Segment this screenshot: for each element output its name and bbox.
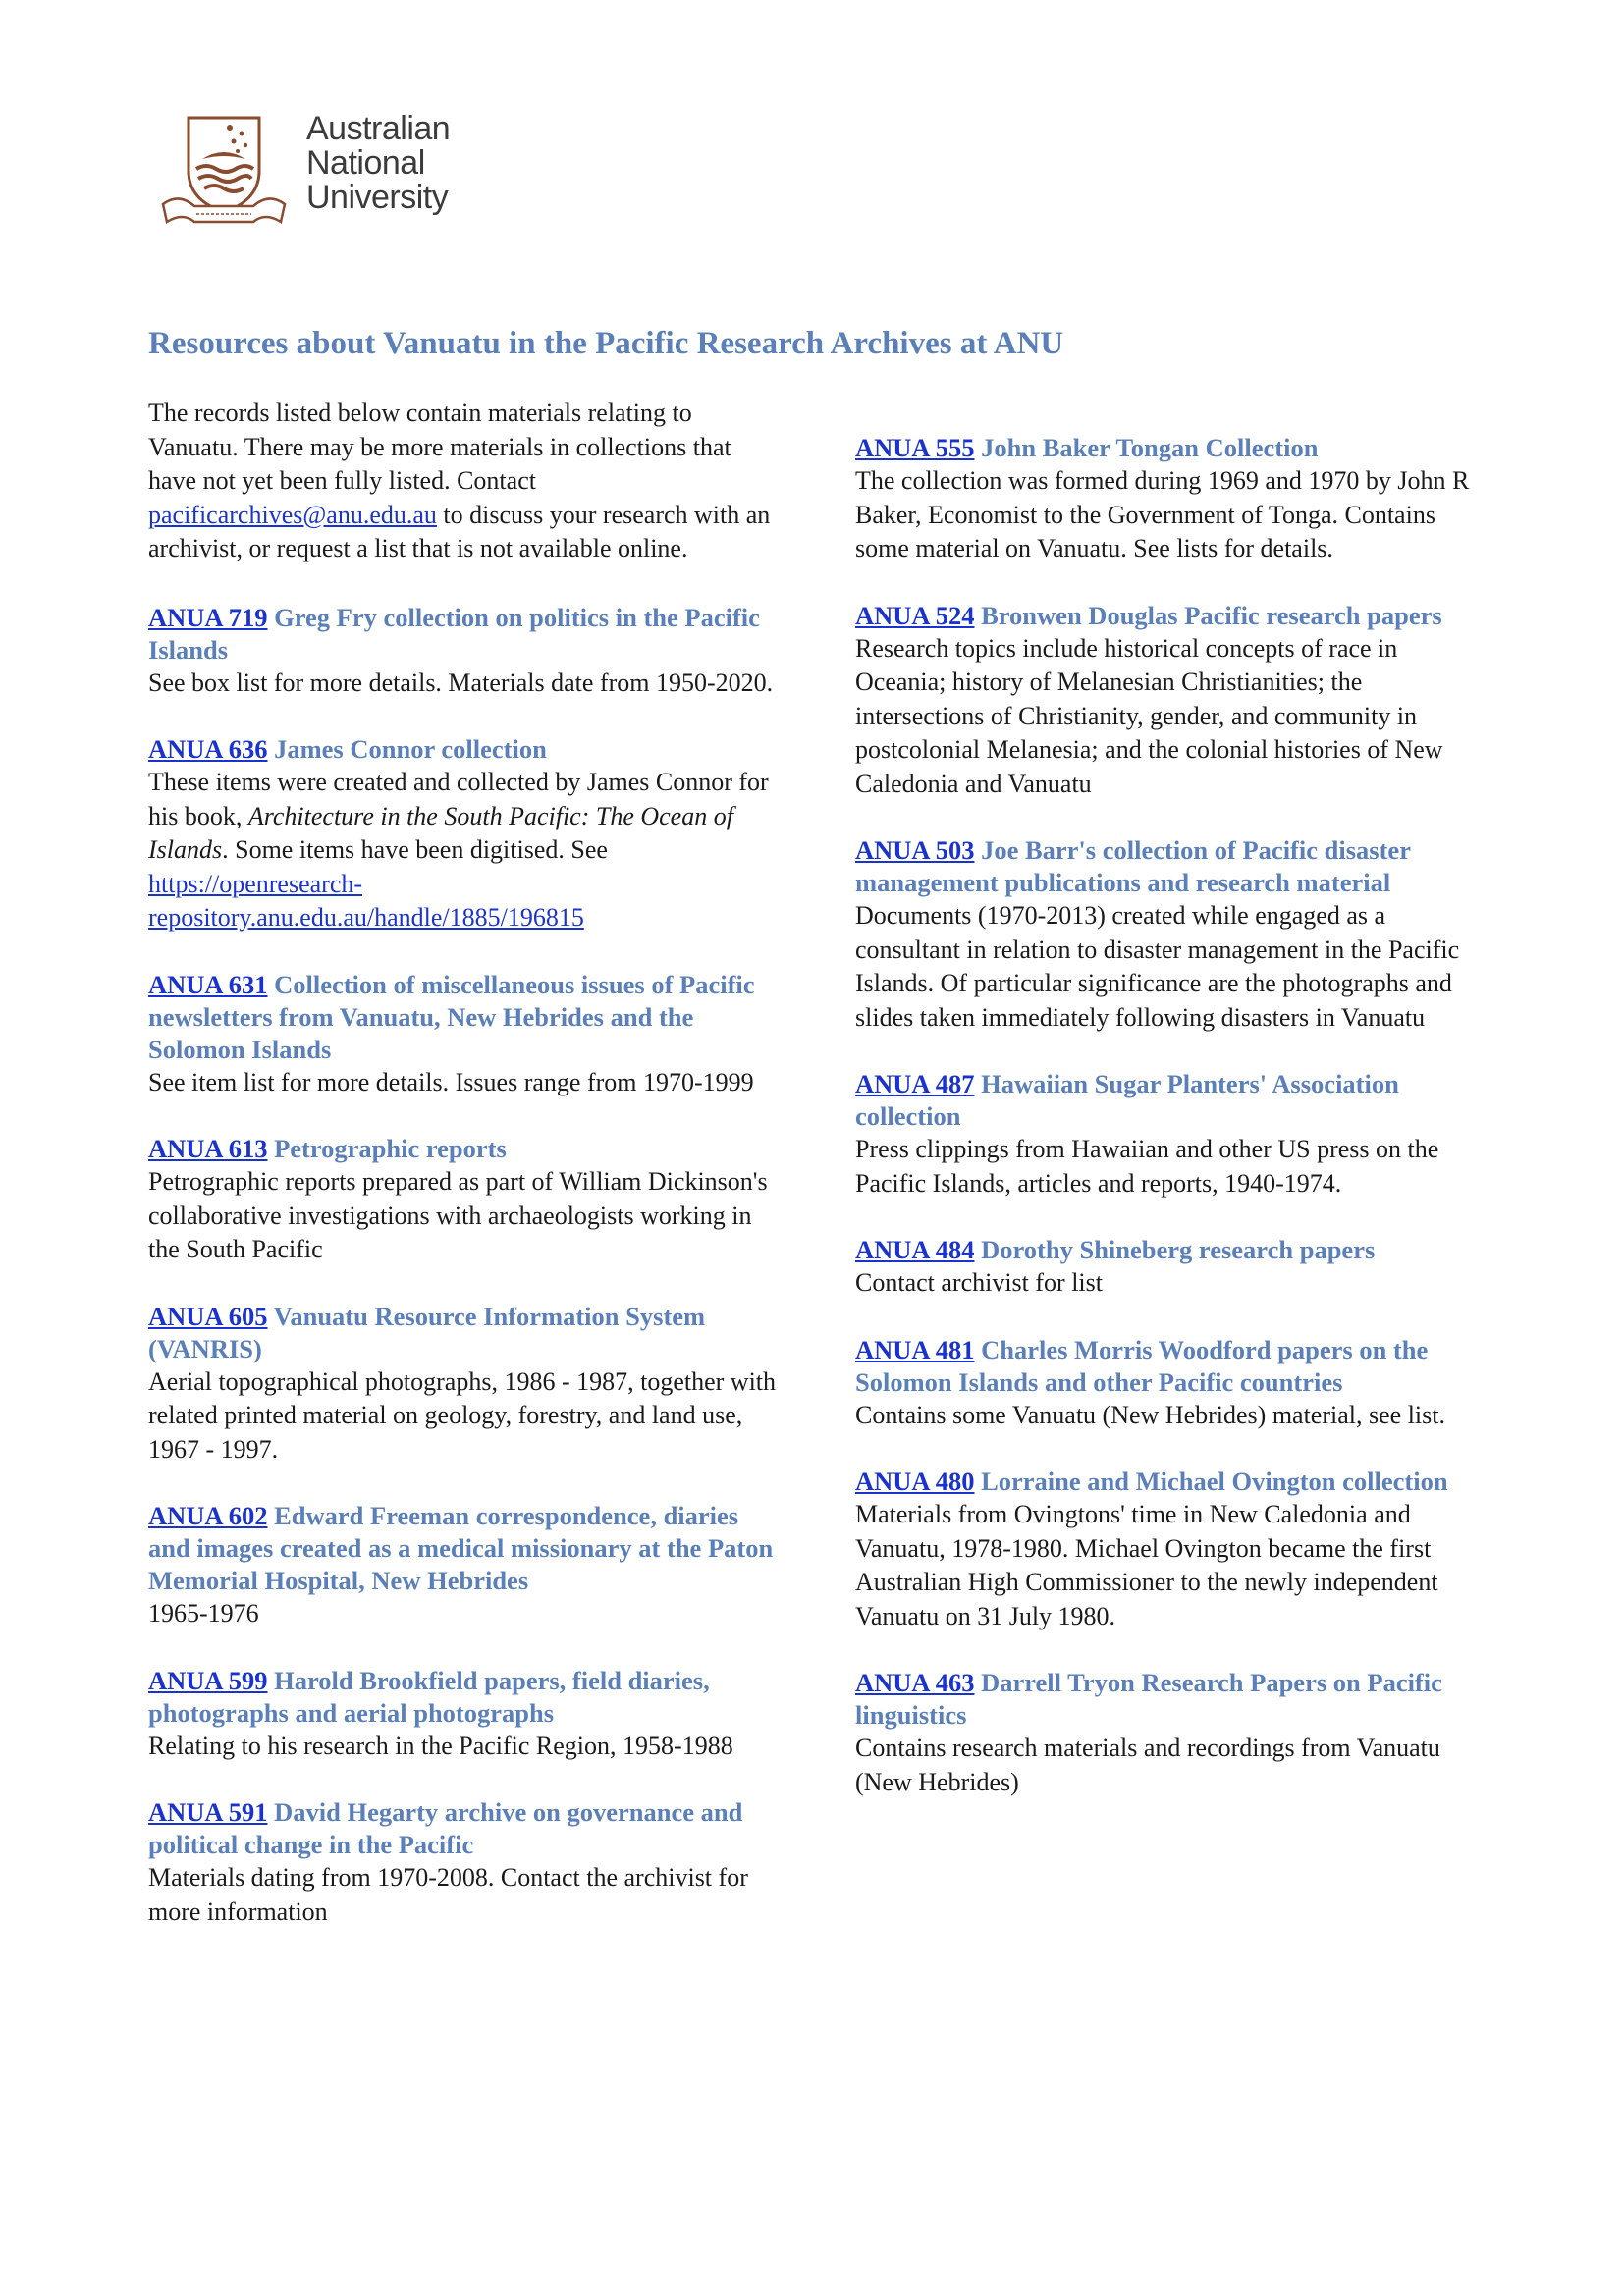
collection-code-link[interactable]: ANUA 719 (148, 602, 268, 632)
collection-title: Greg Fry collection on politics in the Pacific Islands (148, 602, 760, 665)
collection-title: John Baker Tongan Collection (981, 433, 1319, 462)
collection-code-link[interactable]: ANUA 524 (855, 600, 975, 630)
intro-text-before: The records listed below contain materials relating to Vanuatu. There may be more materials in collections that have not yet been fully listed. Contact (148, 399, 731, 495)
collection-description: The collection was formed during 1969 and 1970 by John R Baker, Economist to the Government of Tonga. Contains some material on Vanuatu. See lists for details. (855, 466, 1470, 562)
collection-title: Darrell Tryon Research Papers on Pacific linguistics (855, 1668, 1442, 1730)
collection-title: Hawaiian Sugar Planters' Association collection (855, 1069, 1399, 1131)
entry-heading (148, 1796, 777, 1861)
collection-code-link[interactable]: ANUA 484 (855, 1235, 975, 1264)
collection-title: Collection of miscellaneous issues of Pacific newsletters from Vanuatu, New Hebrides and the Solomon Islands (148, 969, 755, 1064)
collection-description: See item list for more details. Issues range from 1970-1999 (148, 1067, 754, 1096)
collection-description: Materials dating from 1970-2008. Contact the archivist for more information (148, 1863, 748, 1926)
collection-entry (855, 1334, 1484, 1433)
collection-description: Aerial topographical photographs, 1986 - 1987, together with related printed material on geology, forestry, and land use, 1967 - 1997. (148, 1366, 777, 1464)
right-column (855, 397, 1484, 1833)
entry-heading (148, 733, 777, 766)
collection-description: Documents (1970-2013) created while engaged as a consultant in relation to disaster management in the Pacific Islands. Of particular significance are the photographs and slides taken immediately following disasters in Vanuatu (855, 901, 1460, 1032)
entry-heading (148, 1301, 777, 1365)
collection-description (148, 766, 777, 935)
collection-description: Research topics include historical concepts of race in Oceania; history of Melanesian Christianities; the intersections of Christianity, gender, and community in postcolonial Melanesia; and the colonial histories of New Caledonia and Vanuatu (855, 633, 1443, 798)
collection-title: David Hegarty archive on governance and political change in the Pacific (148, 1797, 743, 1859)
collection-description: See box list for more details. Materials date from 1950-2020. (148, 667, 774, 697)
collection-title: Bronwen Douglas Pacific research papers (981, 600, 1442, 630)
collection-entry (855, 834, 1484, 1035)
anu-crest-icon (159, 110, 289, 230)
collection-entry (148, 733, 777, 935)
logo-line-2: National (306, 144, 425, 182)
collection-code-link[interactable]: ANUA 481 (855, 1334, 975, 1364)
collection-entry (855, 1466, 1484, 1633)
entry-heading (148, 969, 777, 1066)
anu-logo (159, 108, 483, 231)
entry-heading (855, 1667, 1484, 1732)
collection-code-link[interactable]: ANUA 631 (148, 969, 268, 999)
email-link[interactable]: pacificarchives@anu.edu.au (148, 500, 437, 529)
book-title: Architecture in the South Pacific: The Ocean of Islands (148, 801, 733, 864)
collection-code-link[interactable]: ANUA 599 (148, 1665, 268, 1695)
entry-heading (148, 1500, 777, 1597)
collection-description: 1965-1976 (148, 1599, 259, 1628)
collection-code-link[interactable]: ANUA 636 (148, 734, 268, 764)
collection-title: Edward Freeman correspondence, diaries and images created as a medical missionary at the Paton Memorial Hospital, New Hebrides (148, 1501, 774, 1595)
entry-heading (855, 600, 1484, 632)
collection-code-link[interactable]: ANUA 591 (148, 1797, 268, 1827)
collection-description: Contains research materials and recordings from Vanuatu (New Hebrides) (855, 1734, 1440, 1796)
collection-description: Materials from Ovingtons' time in New Caledonia and Vanuatu, 1978-1980. Michael Ovington became the first Australian High Commissioner to the newly independent Vanuatu on 31 July 1980. (855, 1500, 1438, 1630)
logo-wordmark (306, 112, 450, 215)
collection-entry (148, 1301, 777, 1468)
collection-entry (855, 1234, 1484, 1301)
collection-code-link[interactable]: ANUA 503 (855, 835, 975, 865)
left-column (148, 397, 777, 1962)
collection-title: Dorothy Shineberg research papers (981, 1235, 1376, 1264)
collection-description: Press clippings from Hawaiian and other US press on the Pacific Islands, articles and reports, 1940-1974. (855, 1135, 1439, 1198)
collection-entry (148, 969, 777, 1100)
intro-text-after: to discuss your research with an archivist, or request a list that is not available online. (148, 500, 771, 562)
entry-heading (148, 602, 777, 667)
entry-heading (855, 1068, 1484, 1133)
collection-code-link[interactable]: ANUA 605 (148, 1301, 268, 1331)
collection-entry (148, 1796, 777, 1929)
collection-entry (855, 432, 1484, 566)
collection-title: Harold Brookfield papers, field diaries, photographs and aerial photographs (148, 1665, 710, 1728)
collection-code-link[interactable]: ANUA 602 (148, 1501, 268, 1530)
collection-title: Lorraine and Michael Ovington collection (981, 1467, 1448, 1496)
entry-heading (855, 834, 1484, 899)
collection-entry (148, 1500, 777, 1631)
entry-heading (148, 1133, 777, 1165)
collection-code-link[interactable]: ANUA 555 (855, 433, 975, 462)
collection-title: Petrographic reports (274, 1134, 507, 1163)
collection-entry (148, 1133, 777, 1267)
entry-heading (855, 1334, 1484, 1399)
collection-code-link[interactable]: ANUA 613 (148, 1134, 268, 1163)
collection-title: James Connor collection (274, 734, 547, 764)
collection-entry (148, 602, 777, 701)
description-text: These items were created and collected by James Connor for his book, (148, 768, 769, 830)
collection-description: Contact archivist for list (855, 1268, 1104, 1297)
collection-title: Vanuatu Resource Information System (VANRIS) (148, 1301, 706, 1363)
collection-entry (855, 1068, 1484, 1201)
logo-line-3: University (306, 179, 449, 216)
entry-heading (855, 1466, 1484, 1498)
repository-link[interactable]: https://openresearch-repository.anu.edu.au/handle/1885/196815 (148, 869, 584, 932)
collection-code-link[interactable]: ANUA 487 (855, 1069, 975, 1098)
entry-heading (148, 1665, 777, 1730)
collection-entry (148, 1665, 777, 1764)
collection-entry (855, 600, 1484, 802)
collection-code-link[interactable]: ANUA 480 (855, 1467, 975, 1496)
collection-description: Relating to his research in the Pacific Region, 1958-1988 (148, 1731, 733, 1760)
logo-line-1: Australian (306, 110, 451, 147)
collection-entry (855, 1667, 1484, 1799)
entry-heading (855, 1234, 1484, 1266)
description-text: . Some items have been digitised. See (222, 835, 608, 864)
collection-description: Petrographic reports prepared as part of William Dickinson's collaborative investigations with archaeologists working in the South Pacific (148, 1167, 768, 1263)
entry-heading (855, 432, 1484, 464)
collection-code-link[interactable]: ANUA 463 (855, 1668, 975, 1697)
collection-description: Contains some Vanuatu (New Hebrides) material, see list. (855, 1400, 1445, 1429)
collection-title: Charles Morris Woodford papers on the Solomon Islands and other Pacific countries (855, 1334, 1429, 1397)
collection-title: Joe Barr's collection of Pacific disaster management publications and research material (855, 835, 1411, 897)
intro-paragraph (148, 397, 777, 566)
page-title: Resources about Vanuatu in the Pacific Research Archives at ANU (148, 326, 1064, 361)
